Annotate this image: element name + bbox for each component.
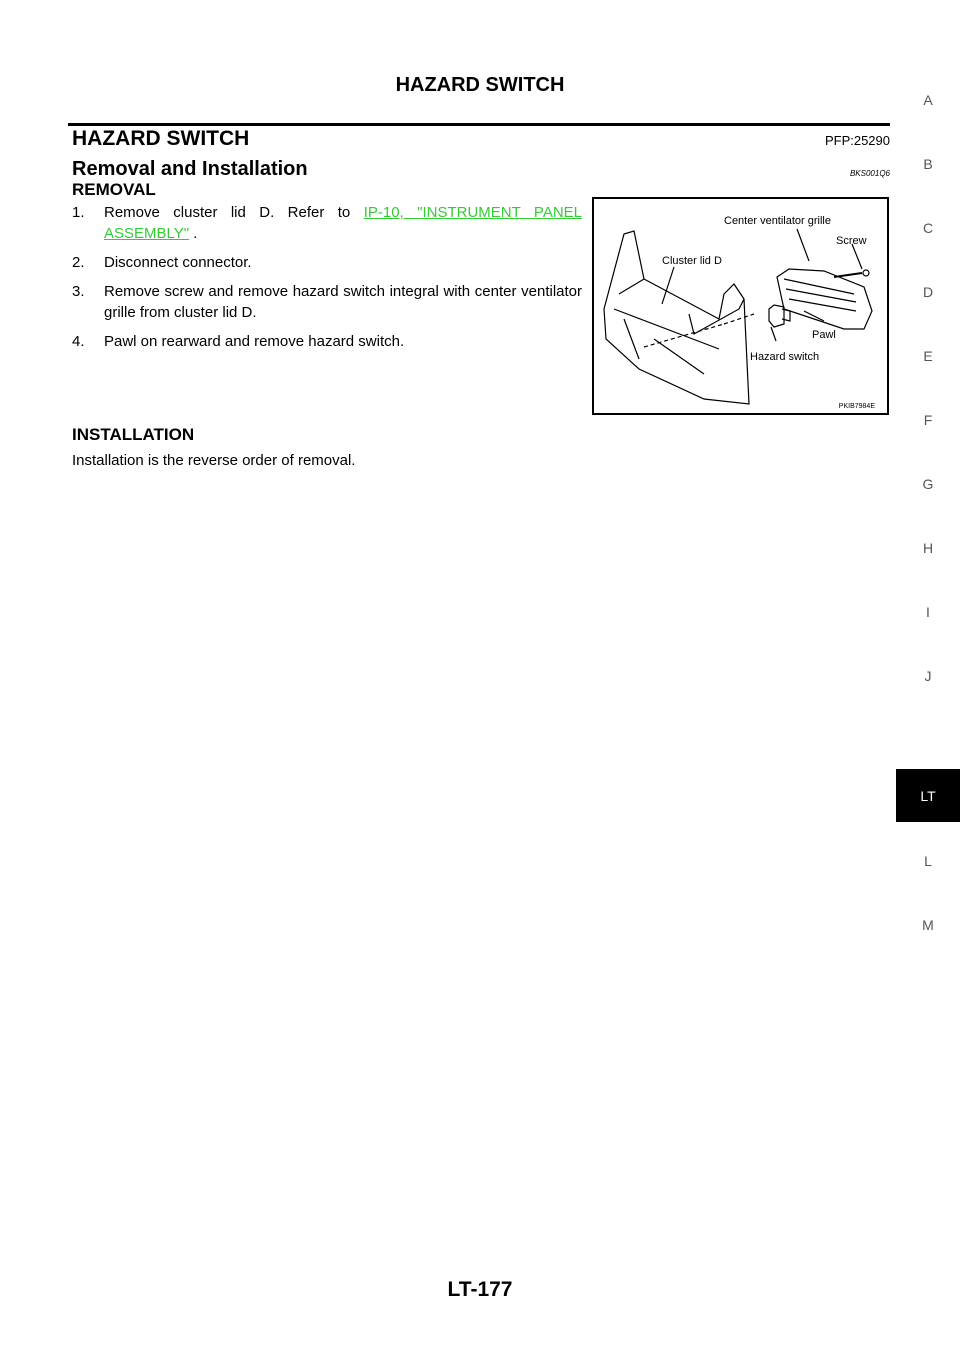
step-number: 4. bbox=[72, 333, 85, 350]
index-tab-d[interactable]: D bbox=[922, 284, 934, 300]
step-number: 1. bbox=[72, 204, 85, 221]
installation-text: Installation is the reverse order of removal. bbox=[72, 452, 356, 469]
index-tab-lt-active[interactable]: LT bbox=[896, 769, 960, 822]
removal-heading: REMOVAL bbox=[72, 180, 156, 199]
figure-code: PKIB7984E bbox=[838, 403, 875, 410]
hazard-switch-figure bbox=[592, 197, 889, 415]
label-cluster-lid-d: Cluster lid D bbox=[662, 255, 722, 267]
index-tab-g[interactable]: G bbox=[922, 476, 934, 492]
ip-10-link[interactable]: IP-10, "INSTRUMENT PANEL ASSEMBLY" bbox=[104, 204, 582, 242]
step-text: Pawl on rearward and remove hazard switch. bbox=[104, 333, 405, 350]
label-hazard-switch: Hazard switch bbox=[750, 351, 820, 363]
page-header-title: HAZARD SWITCH bbox=[395, 74, 565, 96]
section-title: HAZARD SWITCH bbox=[72, 127, 250, 150]
index-tab-i[interactable]: I bbox=[926, 604, 930, 620]
subsection-code: BKS001Q6 bbox=[849, 169, 890, 178]
step-text: Disconnect connector. bbox=[104, 254, 252, 271]
index-tab-f[interactable]: F bbox=[923, 412, 933, 428]
label-pawl: Pawl bbox=[812, 329, 836, 341]
label-screw: Screw bbox=[836, 235, 867, 247]
index-tab-h[interactable]: H bbox=[922, 540, 934, 556]
pfp-code: PFP:25290 bbox=[824, 133, 890, 148]
label-center-ventilator-grille: Center ventilator grille bbox=[724, 215, 831, 227]
step-3 bbox=[72, 281, 582, 323]
index-tab-b[interactable]: B bbox=[923, 156, 933, 172]
index-tab-l[interactable]: L bbox=[924, 853, 932, 869]
step-text-pre: Remove cluster lid D. Refer to bbox=[104, 204, 364, 221]
removal-steps bbox=[72, 202, 582, 360]
step-1 bbox=[72, 202, 582, 244]
exploded-diagram bbox=[594, 199, 887, 413]
index-tab-j[interactable]: J bbox=[924, 668, 932, 684]
subsection-title: Removal and Installation bbox=[72, 158, 308, 180]
index-tab-a[interactable]: A bbox=[923, 92, 933, 108]
step-2 bbox=[72, 252, 582, 273]
step-number: 3. bbox=[72, 283, 85, 300]
index-tab-c[interactable]: C bbox=[922, 220, 934, 236]
index-tab-e[interactable]: E bbox=[923, 348, 933, 364]
step-text bbox=[104, 202, 582, 244]
step-number: 2. bbox=[72, 254, 85, 271]
step-4 bbox=[72, 331, 582, 352]
page-number: LT-177 bbox=[447, 1278, 513, 1301]
section-rule bbox=[68, 123, 890, 126]
index-tab-m[interactable]: M bbox=[922, 917, 934, 933]
installation-heading: INSTALLATION bbox=[72, 425, 195, 444]
step-text: Remove screw and remove hazard switch integral with center ventilator grille from cluster lid D. bbox=[104, 283, 582, 321]
step-text-post: . bbox=[189, 225, 198, 242]
